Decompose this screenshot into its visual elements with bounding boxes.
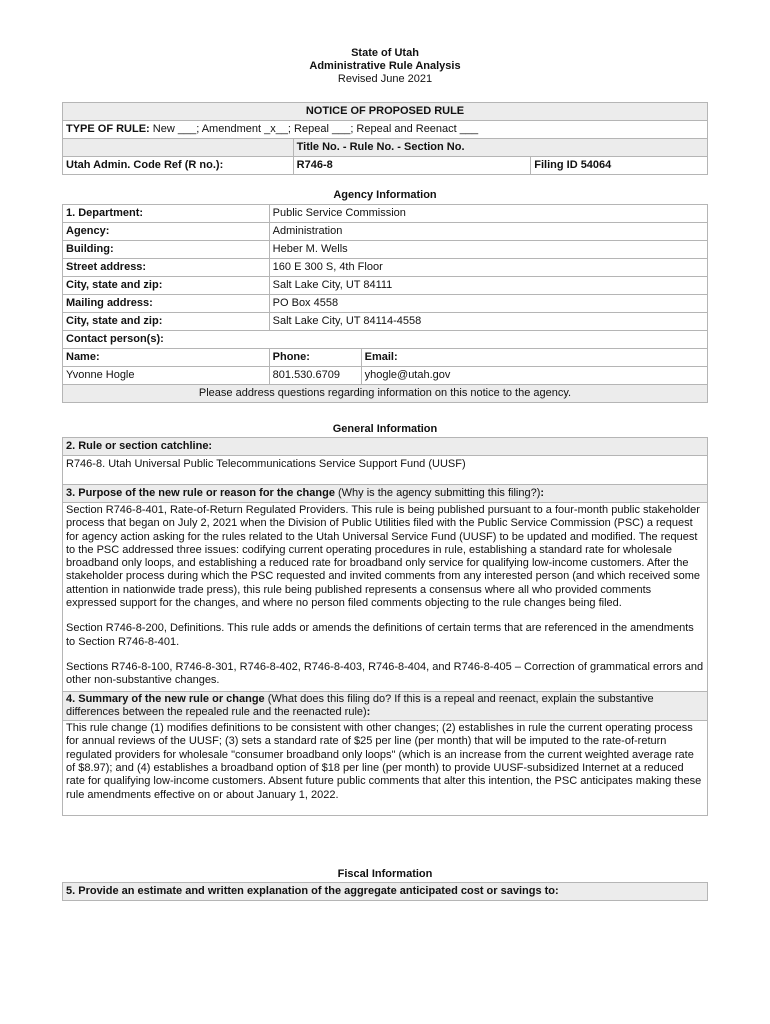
rule-type-row [63, 121, 708, 139]
building-value: Heber M. Wells [269, 241, 707, 259]
purpose-value [63, 503, 708, 692]
title-no-label: Title No. - Rule No. - Section No. [293, 139, 707, 157]
notice-title: NOTICE OF PROPOSED RULE [63, 103, 708, 121]
catchline-text: R746-8. Utah Universal Public Telecommunications Service Support Fund (UUSF) [66, 458, 466, 470]
city-value: Salt Lake City, UT 84111 [269, 277, 707, 295]
agency-label: Agency: [63, 223, 270, 241]
mailing-city-value: Salt Lake City, UT 84114-4558 [269, 313, 707, 331]
summary-value [63, 721, 708, 816]
purpose-label-note: (Why is the agency submitting this filing?) [334, 487, 541, 499]
purpose-paragraph-2: Section R746-8-200, Definitions. This rule adds or amends the definitions of certain terms that are referenced in the amendments to Section R746-8-401. [66, 622, 694, 648]
mailing-label: Mailing address: [63, 295, 270, 313]
contact-label: Contact person(s): [63, 331, 708, 349]
state-title: State of Utah [351, 47, 419, 59]
catchline-label: 2. Rule or section catchline: [63, 438, 708, 456]
summary-label-bold: 4. Summary of the new rule or change [66, 692, 265, 705]
agency-note: Please address questions regarding information on this notice to the agency. [63, 385, 708, 403]
department-value: Public Service Commission [269, 205, 707, 223]
summary-label-note: (What does this filing do? If this is a repeal and reenact, explain the substantive differences between the repealed rule and the reenacted rule) [66, 692, 654, 718]
fiscal-heading: Fiscal Information [337, 868, 433, 880]
analysis-title: Administrative Rule Analysis [309, 60, 461, 72]
summary-label [63, 691, 708, 721]
rule-type-label: TYPE OF RULE: [66, 123, 150, 135]
filing-id: Filing ID 54064 [531, 157, 708, 175]
fiscal-question-5: 5. Provide an estimate and written explanation of the aggregate anticipated cost or savings to: [63, 883, 708, 901]
code-ref-label: Utah Admin. Code Ref (R no.): [63, 157, 294, 175]
purpose-label-bold: 3. Purpose of the new rule or reason for the change [66, 487, 335, 499]
contact-phone: 801.530.6709 [269, 367, 361, 385]
code-ref-value: R746-8 [293, 157, 531, 175]
department-label: 1. Department: [63, 205, 270, 223]
street-label: Street address: [63, 259, 270, 277]
summary-text: This rule change (1) modifies definitions to be consistent with other changes; (2) establishes in rule the current operating process for annual reviews of the UUSF; (3) sets a standard rate of $25 per line (per month) that will be imputed to the rate-of-return regulated providers for wholesale "consumer broadband only loops" (which is an increase from the current weighted average rate of $8.97); and (4) establishes a broadband option of $18 per line (per month) to provide UUSF-subsidized Internet at a reduced rate for qualifying low-income customers. Absent future public comments that alter this intention, the PSC anticipates making these rule amendments effective on or about January 1, 2022. [66, 722, 702, 801]
city-label: City, state and zip: [63, 277, 270, 295]
general-table [62, 437, 708, 816]
document-header [0, 47, 770, 86]
mailing-value: PO Box 4558 [269, 295, 707, 313]
purpose-label [63, 485, 708, 503]
purpose-label-colon: : [540, 487, 545, 499]
name-label: Name: [63, 349, 270, 367]
agency-heading: Agency Information [333, 189, 437, 201]
purpose-paragraph-1: Section R746-8-401, Rate-of-Return Regulated Providers. This rule is being published pursuant to a four-month public stakeholder process that began on July 2, 2021 when the Division of Public Utilities filed with the Public Service Commission (PSC) a request for agency action asking for the rules related to the Utah Universal Service Fund (UUSF) to be updated and modified. The request to the PSC addressed three issues: codifying current operating procedures in rule, establishing a standard rate for wholesale broadband only loops, and establishing a reduced rate for broadband only service for qualifying low-income customers. After the stakeholder process during which the PSC requested and invited comments from any interested person (and which received some attention in nationwide trade press), this rule being published represents a consensus where all who provided comments expressed support for the changes, and where no person filed comments objecting to the rule changes being filed. [66, 504, 701, 610]
rule-type-options: New ___; Amendment _x__; Repeal ___; Repeal and Reenact ___ [152, 123, 479, 135]
building-label: Building: [63, 241, 270, 259]
revision-date: Revised June 2021 [337, 73, 433, 85]
agency-value: Administration [269, 223, 707, 241]
notice-table [62, 102, 708, 175]
contact-name: Yvonne Hogle [63, 367, 270, 385]
phone-label: Phone: [269, 349, 361, 367]
mailing-city-label: City, state and zip: [63, 313, 270, 331]
purpose-paragraph-3: Sections R746-8-100, R746-8-301, R746-8-402, R746-8-403, R746-8-404, and R746-8-405 – Correction of grammatical errors and other non-substantive changes. [66, 660, 704, 687]
street-value: 160 E 300 S, 4th Floor [269, 259, 707, 277]
fiscal-table [62, 882, 708, 901]
agency-table [62, 204, 708, 403]
contact-email[interactable]: yhogle@utah.gov [361, 367, 707, 385]
general-heading: General Information [332, 423, 438, 435]
catchline-value [63, 456, 708, 485]
summary-label-colon: : [366, 705, 371, 718]
title-no-spacer [63, 139, 294, 157]
email-label: Email: [361, 349, 707, 367]
